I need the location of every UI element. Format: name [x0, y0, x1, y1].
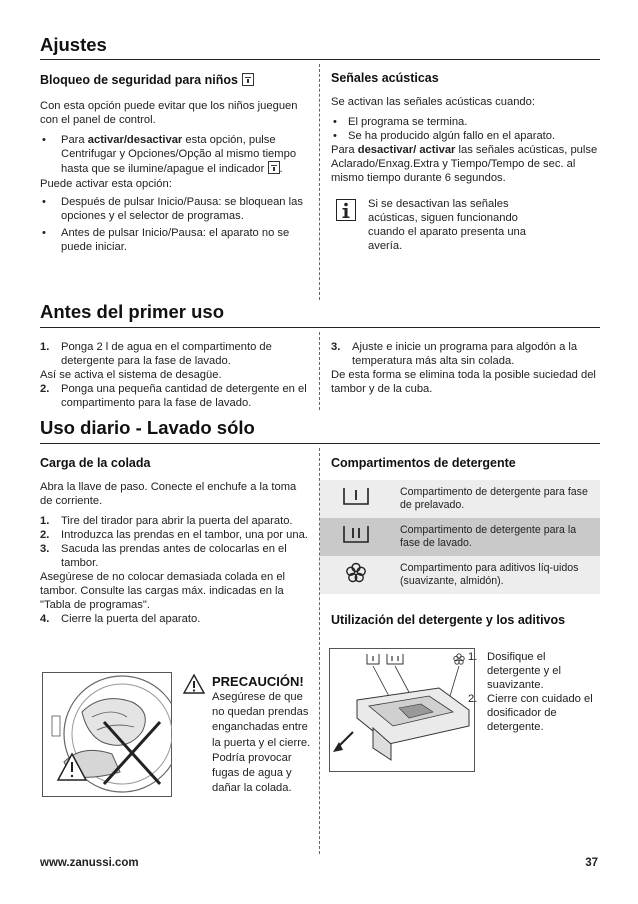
step-number: 3. [40, 543, 50, 555]
step-text: Cierre con cuidado el dosificador de detergente. [487, 693, 593, 733]
list-item [466, 692, 598, 734]
compartment-text: Compartimento de detergente para la fase de lavado. [400, 523, 577, 549]
compartimentos-heading: Compartimentos de detergente [331, 456, 516, 470]
column-divider [319, 64, 320, 300]
section-rule [40, 59, 600, 60]
bloqueo-bullet-1 [40, 133, 308, 176]
senales-para-bold: desactivar/ activar [357, 144, 456, 156]
carga-heading: Carga de la colada [40, 456, 151, 470]
bullet1-bold: activar/desactivar [87, 134, 183, 146]
list-item: • Antes de pulsar Inicio/Pausa: el aparato no se puede iniciar. [40, 226, 308, 254]
list-item [466, 650, 598, 692]
bullet1-end: . [279, 163, 283, 175]
table-row [320, 518, 600, 556]
compartment-text: Compartimento para aditivos líq-uidos (suavizante, almidón). [400, 561, 579, 587]
senales-block [331, 70, 599, 185]
list-item [40, 542, 308, 570]
bloqueo-intro: Con esta opción puede evitar que los niños jueguen con el panel de control. [40, 100, 298, 126]
carga-intro: Abra la llave de paso. Conecte el enchufe a la toma de corriente. [40, 481, 297, 507]
carga-block [40, 455, 308, 626]
step-number: 2. [40, 529, 50, 541]
footer-url[interactable]: www.zanussi.com [40, 857, 139, 869]
child-lock-indicator-icon [268, 161, 280, 174]
table-row [320, 480, 600, 518]
dispenser-illustration [329, 648, 478, 772]
list-item [40, 514, 308, 528]
section-title-uso-diario: Uso diario - Lavado sólo [40, 417, 255, 438]
activate-label: Puede activar esta opción: [40, 178, 172, 190]
step-number: 3. [331, 341, 341, 353]
step-text: Tire del tirador para abrir la puerta del aparato. [61, 515, 293, 527]
list-item: • Se ha producido algún fallo en el aparato. [331, 129, 599, 143]
senales-para-post: las señales acústicas, pulse Aclarado/Enxag.Extra y Tiempo/Tempo de sec. al mismo tiempo durante 6 segundos. [331, 144, 598, 184]
step-text: Sacuda las prendas antes de colocarlas en el tambor. [61, 543, 287, 569]
step-number: 2. [40, 383, 50, 395]
compartment-text: Compartimento de detergente para fase de prelavado. [400, 485, 588, 511]
bullet1-pre: Para [61, 134, 88, 146]
additive-flower-icon [320, 556, 392, 594]
step-number: 4. [40, 613, 50, 625]
desague-text: Así se activa el sistema de desagüe. [40, 369, 222, 381]
senales-note: Si se desactivan las señales acústicas, siguen funcionando cuando el aparato presenta una avería. [368, 198, 526, 252]
page-number: 37 [585, 857, 598, 869]
step-number: 1. [40, 341, 50, 353]
step-1 [40, 340, 308, 368]
caution-text: Asegúrese de que no quedan prendas enganchadas entre la puerta y el cierre. Podría provocar fugas de agua y dañar la colada. [212, 691, 311, 795]
child-lock-icon [242, 73, 254, 86]
bloqueo-heading-text: Bloqueo de seguridad para niños [40, 73, 238, 87]
senales-para-pre: Para [331, 144, 358, 156]
step-2 [40, 382, 308, 410]
utilizacion-heading: Utilización del detergente y los aditivos [331, 613, 566, 627]
bloqueo-heading [40, 72, 308, 88]
bullet1-post: esta opción, pulse Centrifugar y Opciones/Opção al mismo tiempo hasta que se ilumine/apague el indicador [61, 134, 297, 175]
list-item [40, 528, 308, 542]
step-text: Ponga una pequeña cantidad de detergente en el compartimento para la fase de lavado. [61, 383, 307, 409]
list-item [40, 612, 308, 626]
wash-icon [320, 518, 392, 556]
door-illustration [42, 672, 172, 797]
section-title-ajustes: Ajustes [40, 34, 107, 55]
list-item: • Después de pulsar Inicio/Pausa: se bloquean las opciones y el selector de programas. [40, 195, 308, 223]
step-number: 1. [468, 651, 478, 663]
info-icon [336, 199, 356, 221]
list-item: • El programa se termina. [331, 115, 599, 129]
column-divider [319, 332, 320, 410]
section-title-primer-uso: Antes del primer uso [40, 301, 225, 322]
compartimentos-table [320, 480, 600, 594]
bloqueo-block [40, 72, 308, 254]
step-text: Ajuste e inicie un programa para algodón a la temperatura más alta sin colada. [352, 341, 578, 367]
step-text: Ponga 2 l de agua en el compartimento de detergente para la fase de lavado. [61, 341, 272, 367]
result-text: De esta forma se elimina toda la posible suciedad del tambor y de la cuba. [331, 369, 596, 395]
section-rule [40, 443, 600, 444]
senales-intro: Se activan las señales acústicas cuando: [331, 96, 535, 108]
step-number: 2. [468, 693, 478, 705]
carga-note: Asegúrese de no colocar demasiada colada en el tambor. Consulte las cargas máx. indicadas en la "Tabla de programas". [40, 571, 286, 611]
step-text: Cierre la puerta del aparato. [61, 613, 201, 625]
warning-icon [183, 674, 205, 694]
table-row [320, 556, 600, 594]
step-3 [331, 340, 599, 368]
step-number: 1. [40, 515, 50, 527]
step-text: Introduzca las prendas en el tambor, una por una. [61, 529, 308, 541]
step-text: Dosifique el detergente y el suavizante. [487, 651, 562, 691]
primer-uso-right [331, 340, 599, 396]
senales-heading: Señales acústicas [331, 71, 439, 85]
caution-title: PRECAUCIÓN! [212, 674, 304, 689]
senales-paragraph [331, 143, 599, 185]
utilizacion-steps [466, 650, 598, 734]
prewash-icon [320, 480, 392, 518]
section-rule [40, 327, 600, 328]
primer-uso-left [40, 340, 308, 410]
